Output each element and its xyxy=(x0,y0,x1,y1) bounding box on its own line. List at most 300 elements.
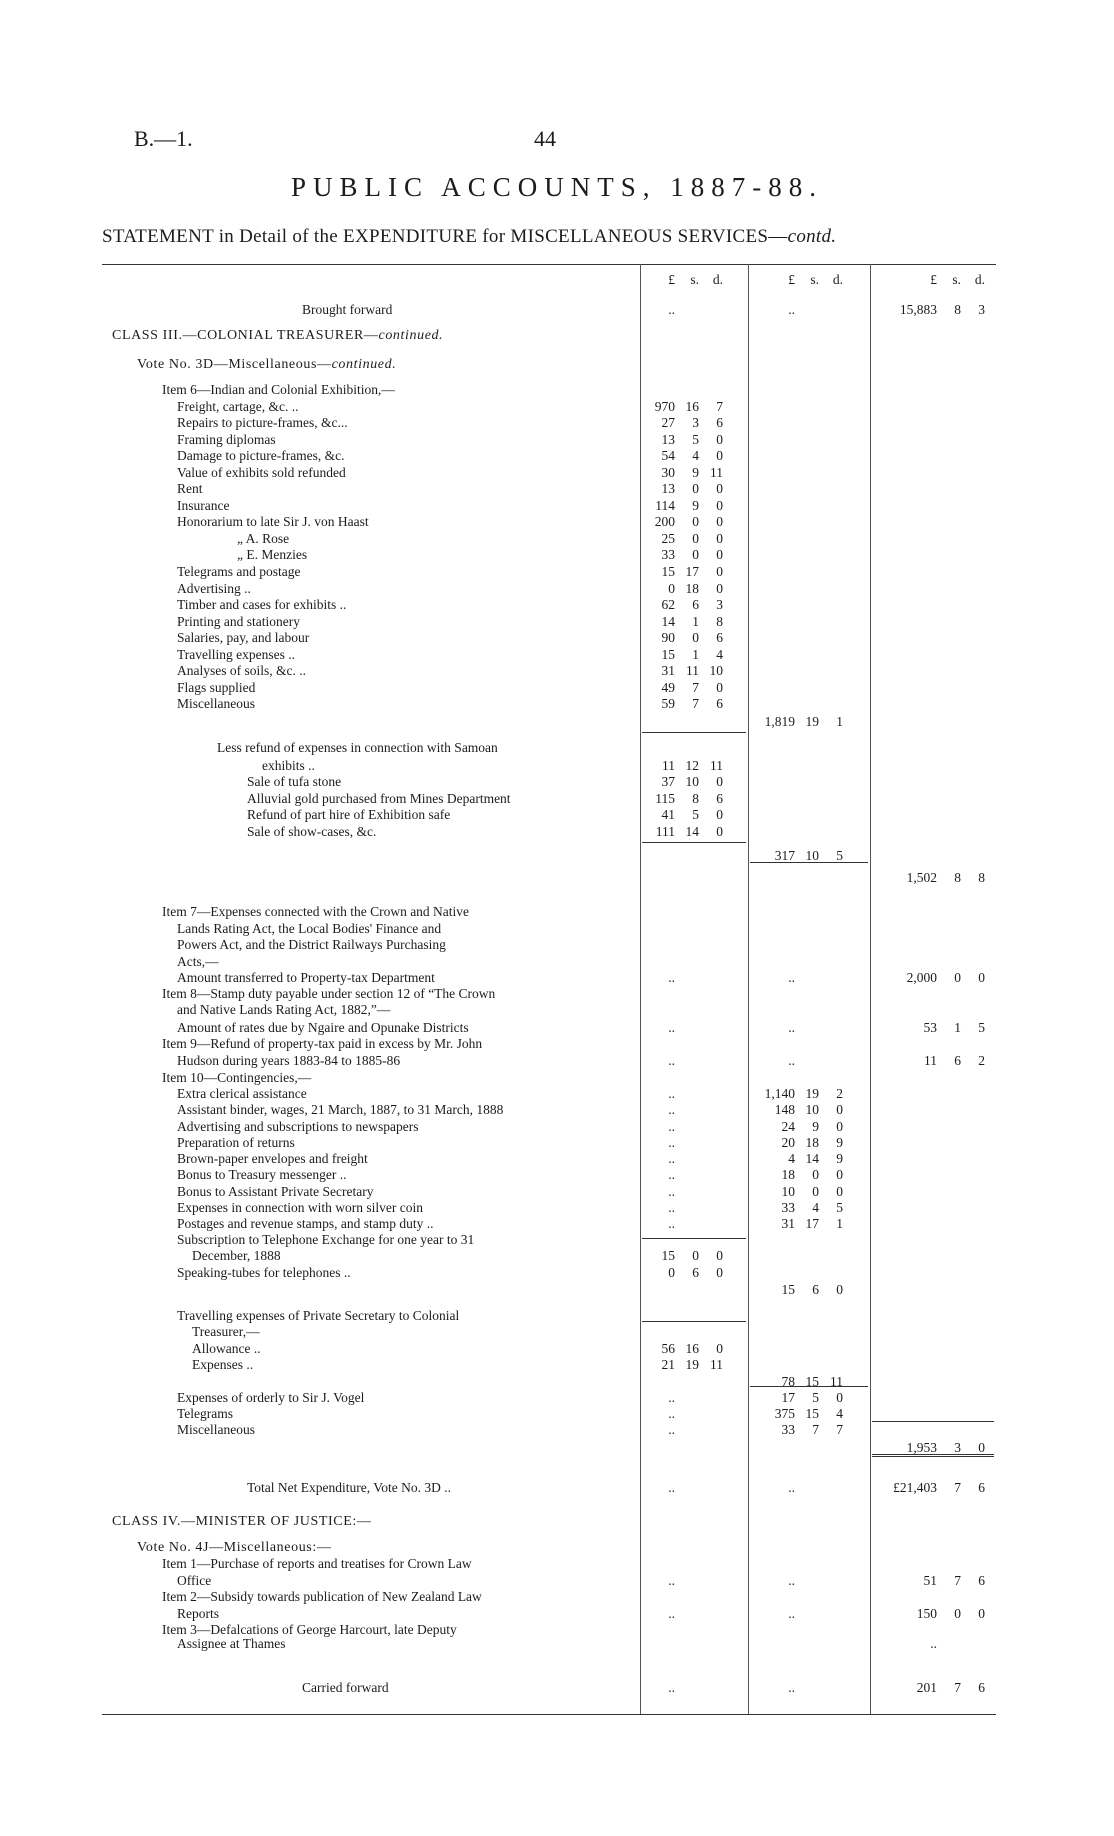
row-label xyxy=(177,1422,255,1438)
pounds-value: 41 xyxy=(661,807,675,822)
pounds-value: 201 xyxy=(916,1680,937,1695)
ditto-dots: .. xyxy=(668,1151,675,1166)
shillings-value: 0 xyxy=(692,630,699,645)
row-label-text: Framing diplomas xyxy=(177,432,276,447)
ditto-dots: .. xyxy=(668,970,675,985)
row-label xyxy=(137,1540,331,1556)
shillings-value: 3 xyxy=(954,1440,961,1455)
subtotal-rule xyxy=(642,842,746,843)
table-row xyxy=(102,1606,996,1622)
subtotal-rule xyxy=(642,1238,746,1239)
row-label xyxy=(177,954,219,970)
row-label xyxy=(247,1480,451,1496)
pounds-value: 200 xyxy=(654,514,675,529)
pounds-value: 17 xyxy=(781,1390,795,1405)
shillings-value: 0 xyxy=(692,547,699,562)
total-double-rule xyxy=(872,1454,994,1457)
pence-value: 0 xyxy=(716,547,723,562)
table-row xyxy=(102,1556,996,1572)
shillings-value: 0 xyxy=(692,514,699,529)
shillings-header: s. xyxy=(690,272,699,287)
subtotal-rule xyxy=(642,1321,746,1322)
pence-value: 0 xyxy=(716,1341,723,1356)
row-label-text: Sale of tufa stone xyxy=(247,774,342,789)
row-label-text: CLASS IV.—MINISTER OF JUSTICE:— xyxy=(112,1514,372,1529)
pounds-value: 13 xyxy=(661,481,675,496)
amount-cell xyxy=(637,630,727,646)
table-row xyxy=(102,1680,996,1696)
amount-cell xyxy=(879,1680,989,1696)
row-label xyxy=(177,581,251,597)
shillings-value: 1 xyxy=(692,647,699,662)
amount-cell xyxy=(637,1167,727,1183)
amount-cell xyxy=(637,1480,727,1496)
row-label xyxy=(302,302,392,318)
shillings-value: 17 xyxy=(685,564,699,579)
amount-cell xyxy=(879,1606,989,1622)
amount-cell xyxy=(757,1606,847,1622)
row-label xyxy=(177,481,203,497)
pence-value: 0 xyxy=(716,581,723,596)
shillings-value: 10 xyxy=(685,774,699,789)
row-label-text: Printing and stationery xyxy=(177,614,300,629)
row-label-text: Brought forward xyxy=(302,302,393,317)
pounds-value: 21 xyxy=(661,1357,675,1372)
table-row xyxy=(102,1636,996,1652)
table-row xyxy=(102,970,996,986)
amount-cell xyxy=(757,1406,847,1422)
table-row xyxy=(102,740,996,756)
ditto-dots: .. xyxy=(668,1422,675,1437)
pence-value: 0 xyxy=(716,774,723,789)
amount-cell xyxy=(879,1573,989,1589)
row-label xyxy=(177,1086,307,1102)
ditto-dots: .. xyxy=(668,1020,675,1035)
amount-cell xyxy=(637,1406,727,1422)
shillings-value: 6 xyxy=(692,1265,699,1280)
table-row xyxy=(102,1151,996,1167)
row-label xyxy=(177,1636,285,1652)
row-label xyxy=(177,696,255,712)
table-row xyxy=(102,1589,996,1605)
amount-cell xyxy=(637,663,727,679)
amount-cell xyxy=(637,1102,727,1118)
table-row xyxy=(102,696,996,712)
row-label xyxy=(177,970,435,986)
pence-value: 9 xyxy=(836,1151,843,1166)
amount-cell xyxy=(757,1053,847,1069)
pounds-value: 13 xyxy=(661,432,675,447)
row-label-text: Hudson during years 1883-84 to 1885-86 xyxy=(177,1053,401,1068)
currency-header-col3 xyxy=(879,272,989,288)
row-label-text: Miscellaneous xyxy=(177,1422,255,1437)
table-row xyxy=(102,465,996,481)
shillings-value: 0 xyxy=(812,1167,819,1182)
shillings-value: 1 xyxy=(954,1020,961,1035)
amount-cell xyxy=(757,1135,847,1151)
row-label-text: Reports xyxy=(177,1606,219,1621)
row-label-text: Less refund of expenses in connection with Samoan xyxy=(217,740,498,755)
pounds-value: 54 xyxy=(661,448,675,463)
shillings-value: 15 xyxy=(805,1374,819,1389)
pence-value: 6 xyxy=(978,1573,985,1588)
shillings-value: 19 xyxy=(805,714,819,729)
table-row xyxy=(102,1200,996,1216)
pounds-value: 150 xyxy=(916,1606,937,1621)
row-label-text: Item 6—Indian and Colonial Exhibition,— xyxy=(162,382,395,397)
row-label xyxy=(192,1324,260,1340)
amount-cell xyxy=(637,1216,727,1232)
row-label-text: Repairs to picture-frames, &c... xyxy=(177,415,348,430)
row-label-text: Freight, cartage, &c. .. xyxy=(177,399,299,414)
amount-cell xyxy=(757,1422,847,1438)
shillings-value: 16 xyxy=(685,1341,699,1356)
ditto-dots: .. xyxy=(668,1167,675,1182)
pence-value: 10 xyxy=(709,663,723,678)
amount-cell xyxy=(637,1086,727,1102)
row-label-text: Vote No. 4J—Miscellaneous:— xyxy=(137,1540,332,1555)
row-label-text: „ E. Menzies xyxy=(237,547,308,562)
row-label xyxy=(162,382,395,398)
shillings-value: 5 xyxy=(692,807,699,822)
row-label xyxy=(262,758,315,774)
pence-value: 0 xyxy=(836,1390,843,1405)
row-label xyxy=(162,1036,482,1052)
ditto-dots: .. xyxy=(668,1102,675,1117)
pounds-value: 15 xyxy=(781,1282,795,1297)
shillings-value: 4 xyxy=(692,448,699,463)
pounds-value: £21,403 xyxy=(893,1480,937,1495)
table-row xyxy=(102,954,996,970)
row-label xyxy=(177,514,369,530)
amount-cell xyxy=(637,824,727,840)
row-label xyxy=(112,1514,372,1530)
row-label-text: Item 9—Refund of property-tax paid in excess by Mr. John xyxy=(162,1036,483,1051)
pounds-value: 53 xyxy=(923,1020,937,1035)
table-row xyxy=(102,1036,996,1052)
table-row xyxy=(102,1248,996,1264)
table-row xyxy=(102,870,996,886)
row-label-text: Preparation of returns xyxy=(177,1135,295,1150)
subtotal-rule xyxy=(750,1386,868,1387)
pounds-value: 1,502 xyxy=(906,870,937,885)
pence-value: 6 xyxy=(716,630,723,645)
amount-cell xyxy=(637,970,727,986)
pounds-value: 33 xyxy=(781,1422,795,1437)
ditto-dots: .. xyxy=(668,1390,675,1405)
pounds-value: 1,953 xyxy=(906,1440,937,1455)
amount-cell xyxy=(757,1119,847,1135)
row-label xyxy=(177,647,295,663)
shillings-value: 8 xyxy=(692,791,699,806)
shillings-value: 9 xyxy=(692,498,699,513)
ditto-dots: .. xyxy=(668,1200,675,1215)
pence-value: 9 xyxy=(836,1135,843,1150)
row-label-text: Bonus to Treasury messenger .. xyxy=(177,1167,347,1182)
pounds-value: 90 xyxy=(661,630,675,645)
amount-cell xyxy=(757,1390,847,1406)
row-label-text: Item 10—Contingencies,— xyxy=(162,1070,312,1085)
pounds-value: 2,000 xyxy=(906,970,937,985)
amount-cell xyxy=(637,498,727,514)
pounds-value: 1,819 xyxy=(764,714,795,729)
row-label xyxy=(177,1308,459,1324)
row-label-text: Total Net Expenditure, Vote No. 3D .. xyxy=(247,1480,452,1495)
row-label-text: Item 3—Defalcations of George Harcourt, late Deputy xyxy=(162,1622,457,1637)
amount-cell xyxy=(757,1184,847,1200)
pence-value: 0 xyxy=(836,1102,843,1117)
shillings-value: 11 xyxy=(686,663,699,678)
shillings-value: 7 xyxy=(692,696,699,711)
row-label-text: Assistant binder, wages, 21 March, 1887, to 31 March, 1888 xyxy=(177,1102,504,1117)
table-row xyxy=(102,1086,996,1102)
ditto-dots: .. xyxy=(668,1216,675,1231)
shillings-value: 19 xyxy=(685,1357,699,1372)
row-label xyxy=(237,531,289,547)
row-label xyxy=(177,663,306,679)
row-label-text: Value of exhibits sold refunded xyxy=(177,465,346,480)
amount-cell xyxy=(637,399,727,415)
amount-cell xyxy=(637,448,727,464)
amount-cell xyxy=(637,758,727,774)
table-row xyxy=(102,514,996,530)
row-label xyxy=(247,824,376,840)
table-row xyxy=(102,680,996,696)
pence-value: 0 xyxy=(716,514,723,529)
table-row xyxy=(102,824,996,840)
pounds-value: 11 xyxy=(924,1053,937,1068)
row-label xyxy=(192,1248,281,1264)
ditto-dots: .. xyxy=(788,1680,795,1695)
ditto-dots: .. xyxy=(668,1119,675,1134)
row-label xyxy=(217,740,498,756)
pounds-value: 62 xyxy=(661,597,675,612)
table-row xyxy=(102,581,996,597)
shillings-value: 7 xyxy=(692,680,699,695)
pence-value: 11 xyxy=(710,758,723,773)
statement-subtitle xyxy=(102,226,836,248)
row-label-text: Damage to picture-frames, &c. xyxy=(177,448,345,463)
amount-cell xyxy=(637,1357,727,1373)
row-label xyxy=(177,630,309,646)
amount-cell xyxy=(637,1680,727,1696)
pounds-value: 31 xyxy=(661,663,675,678)
row-label xyxy=(177,448,345,464)
row-label xyxy=(162,986,495,1002)
pence-value: 0 xyxy=(716,680,723,695)
table-row xyxy=(102,1184,996,1200)
pence-value: 0 xyxy=(716,481,723,496)
row-label-text: Sale of show-cases, &c. xyxy=(247,824,377,839)
amount-cell xyxy=(757,1216,847,1232)
row-label xyxy=(177,1020,469,1036)
shillings-value: 9 xyxy=(812,1119,819,1134)
row-label xyxy=(177,614,300,630)
amount-cell xyxy=(637,547,727,563)
pounds-value: 317 xyxy=(774,848,795,863)
amount-cell xyxy=(757,1680,847,1696)
amount-cell xyxy=(757,1374,847,1390)
row-label-text: Vote No. 3D—Miscellaneous— xyxy=(137,357,332,372)
section-heading xyxy=(102,328,996,344)
shillings-value: 0 xyxy=(954,1606,961,1621)
table-row xyxy=(102,531,996,547)
shillings-value: 8 xyxy=(954,870,961,885)
pence-header: d. xyxy=(974,272,985,287)
row-label-text: Rent xyxy=(177,481,203,496)
shillings-value: 6 xyxy=(954,1053,961,1068)
pence-value: 11 xyxy=(710,465,723,480)
row-label xyxy=(302,1680,389,1696)
page-title: PUBLIC ACCOUNTS, 1887-88. xyxy=(290,172,824,202)
pence-value: 0 xyxy=(716,824,723,839)
table-row xyxy=(102,415,996,431)
table-row xyxy=(102,1135,996,1151)
ditto-dots: .. xyxy=(788,970,795,985)
shillings-value: 19 xyxy=(805,1086,819,1101)
row-label-text: CLASS III.—COLONIAL TREASURER— xyxy=(112,328,379,343)
table-row xyxy=(102,1002,996,1018)
shillings-value: 10 xyxy=(805,1102,819,1117)
row-label xyxy=(192,1357,253,1373)
amount-cell xyxy=(637,1248,727,1264)
table-row xyxy=(102,481,996,497)
row-label-text: Refund of part hire of Exhibition safe xyxy=(247,807,451,822)
amount-cell xyxy=(757,302,847,318)
amount-cell xyxy=(879,870,989,886)
pence-value: 11 xyxy=(710,1357,723,1372)
shillings-value: 3 xyxy=(692,415,699,430)
row-label xyxy=(177,415,348,431)
table-row xyxy=(102,547,996,563)
table-row xyxy=(102,663,996,679)
row-label-text: Item 2—Subsidy towards publication of New Zealand Law xyxy=(162,1589,482,1604)
table-row xyxy=(102,1119,996,1135)
pence-value: 0 xyxy=(716,1265,723,1280)
amount-cell xyxy=(757,1480,847,1496)
amount-cell xyxy=(637,1265,727,1281)
amount-cell xyxy=(637,1151,727,1167)
pounds-value: 0 xyxy=(668,581,675,596)
shillings-value: 4 xyxy=(812,1200,819,1215)
pence-value: 0 xyxy=(836,1167,843,1182)
row-label xyxy=(177,1002,390,1018)
row-label xyxy=(177,1390,364,1406)
amount-cell xyxy=(637,696,727,712)
row-label-text: Item 1—Purchase of reports and treatises for Crown Law xyxy=(162,1556,472,1571)
row-label-text: Salaries, pay, and labour xyxy=(177,630,310,645)
amount-cell xyxy=(757,1282,847,1298)
table-row xyxy=(102,791,996,807)
amount-cell xyxy=(879,970,989,986)
amount-cell xyxy=(637,514,727,530)
row-label xyxy=(177,1216,433,1232)
shillings-value: 15 xyxy=(805,1406,819,1421)
shillings-value: 5 xyxy=(812,1390,819,1405)
amount-cell xyxy=(757,1200,847,1216)
row-label-text: Postages and revenue stamps, and stamp duty .. xyxy=(177,1216,434,1231)
shillings-value: 0 xyxy=(692,481,699,496)
amount-cell xyxy=(637,481,727,497)
table-row xyxy=(102,1440,996,1456)
amount-cell xyxy=(637,791,727,807)
pence-header: d. xyxy=(712,272,723,287)
amount-cell xyxy=(757,1086,847,1102)
row-label-text: Miscellaneous xyxy=(177,696,255,711)
ditto-dots: .. xyxy=(788,1606,795,1621)
table-row xyxy=(102,1282,996,1298)
ditto-dots: .. xyxy=(788,1020,795,1035)
row-label xyxy=(247,791,511,807)
row-label-text: Advertising and subscriptions to newspapers xyxy=(177,1119,419,1134)
row-label-text: Bonus to Assistant Private Secretary xyxy=(177,1184,374,1199)
ditto-dots: .. xyxy=(668,1680,675,1695)
table-row xyxy=(102,1406,996,1422)
amount-cell xyxy=(637,1020,727,1036)
amount-cell xyxy=(879,1480,989,1496)
row-label-text: Brown-paper envelopes and freight xyxy=(177,1151,368,1166)
pence-value: 0 xyxy=(716,564,723,579)
pounds-value: 115 xyxy=(655,791,675,806)
section-heading xyxy=(102,1540,996,1556)
shillings-value: 0 xyxy=(692,531,699,546)
row-label xyxy=(177,680,255,696)
table-row xyxy=(102,1357,996,1373)
pence-value: 0 xyxy=(716,531,723,546)
row-label-text: Advertising .. xyxy=(177,581,251,596)
row-label xyxy=(177,498,229,514)
pence-value: 0 xyxy=(716,432,723,447)
pounds-value: 970 xyxy=(654,399,675,414)
row-label xyxy=(237,547,307,563)
pence-value: 7 xyxy=(836,1422,843,1437)
pounds-value: 20 xyxy=(781,1135,795,1150)
shillings-value: 18 xyxy=(805,1135,819,1150)
amount-cell xyxy=(637,1390,727,1406)
table-bottom-rule xyxy=(102,1714,996,1715)
row-label xyxy=(192,1341,261,1357)
row-label-text: and Native Lands Rating Act, 1882,”— xyxy=(177,1002,391,1017)
section-heading xyxy=(102,357,996,373)
row-label-text: December, 1888 xyxy=(192,1248,281,1263)
subtotal-rule xyxy=(642,732,746,733)
amount-cell xyxy=(637,432,727,448)
row-label-text: Extra clerical assistance xyxy=(177,1086,307,1101)
amount-cell xyxy=(757,714,847,730)
amount-cell xyxy=(637,597,727,613)
table-row xyxy=(102,921,996,937)
row-label xyxy=(162,1070,311,1086)
table-row xyxy=(102,1053,996,1069)
pence-value: 4 xyxy=(716,647,723,662)
pence-value: 0 xyxy=(716,448,723,463)
pounds-value: 375 xyxy=(774,1406,795,1421)
pence-value: 3 xyxy=(978,302,985,317)
ditto-dots: .. xyxy=(788,302,795,317)
table-row xyxy=(102,597,996,613)
pounds-value: 4 xyxy=(788,1151,795,1166)
amount-cell xyxy=(637,614,727,630)
table-row xyxy=(102,1020,996,1036)
row-label-text: „ A. Rose xyxy=(237,531,290,546)
amount-cell xyxy=(637,1184,727,1200)
subtotal-rule xyxy=(872,1421,994,1422)
row-label-text: Expenses of orderly to Sir J. Vogel xyxy=(177,1390,365,1405)
shillings-value: 14 xyxy=(685,824,699,839)
shillings-value: 9 xyxy=(692,465,699,480)
pounds-value: 15 xyxy=(661,647,675,662)
row-label xyxy=(177,1606,219,1622)
